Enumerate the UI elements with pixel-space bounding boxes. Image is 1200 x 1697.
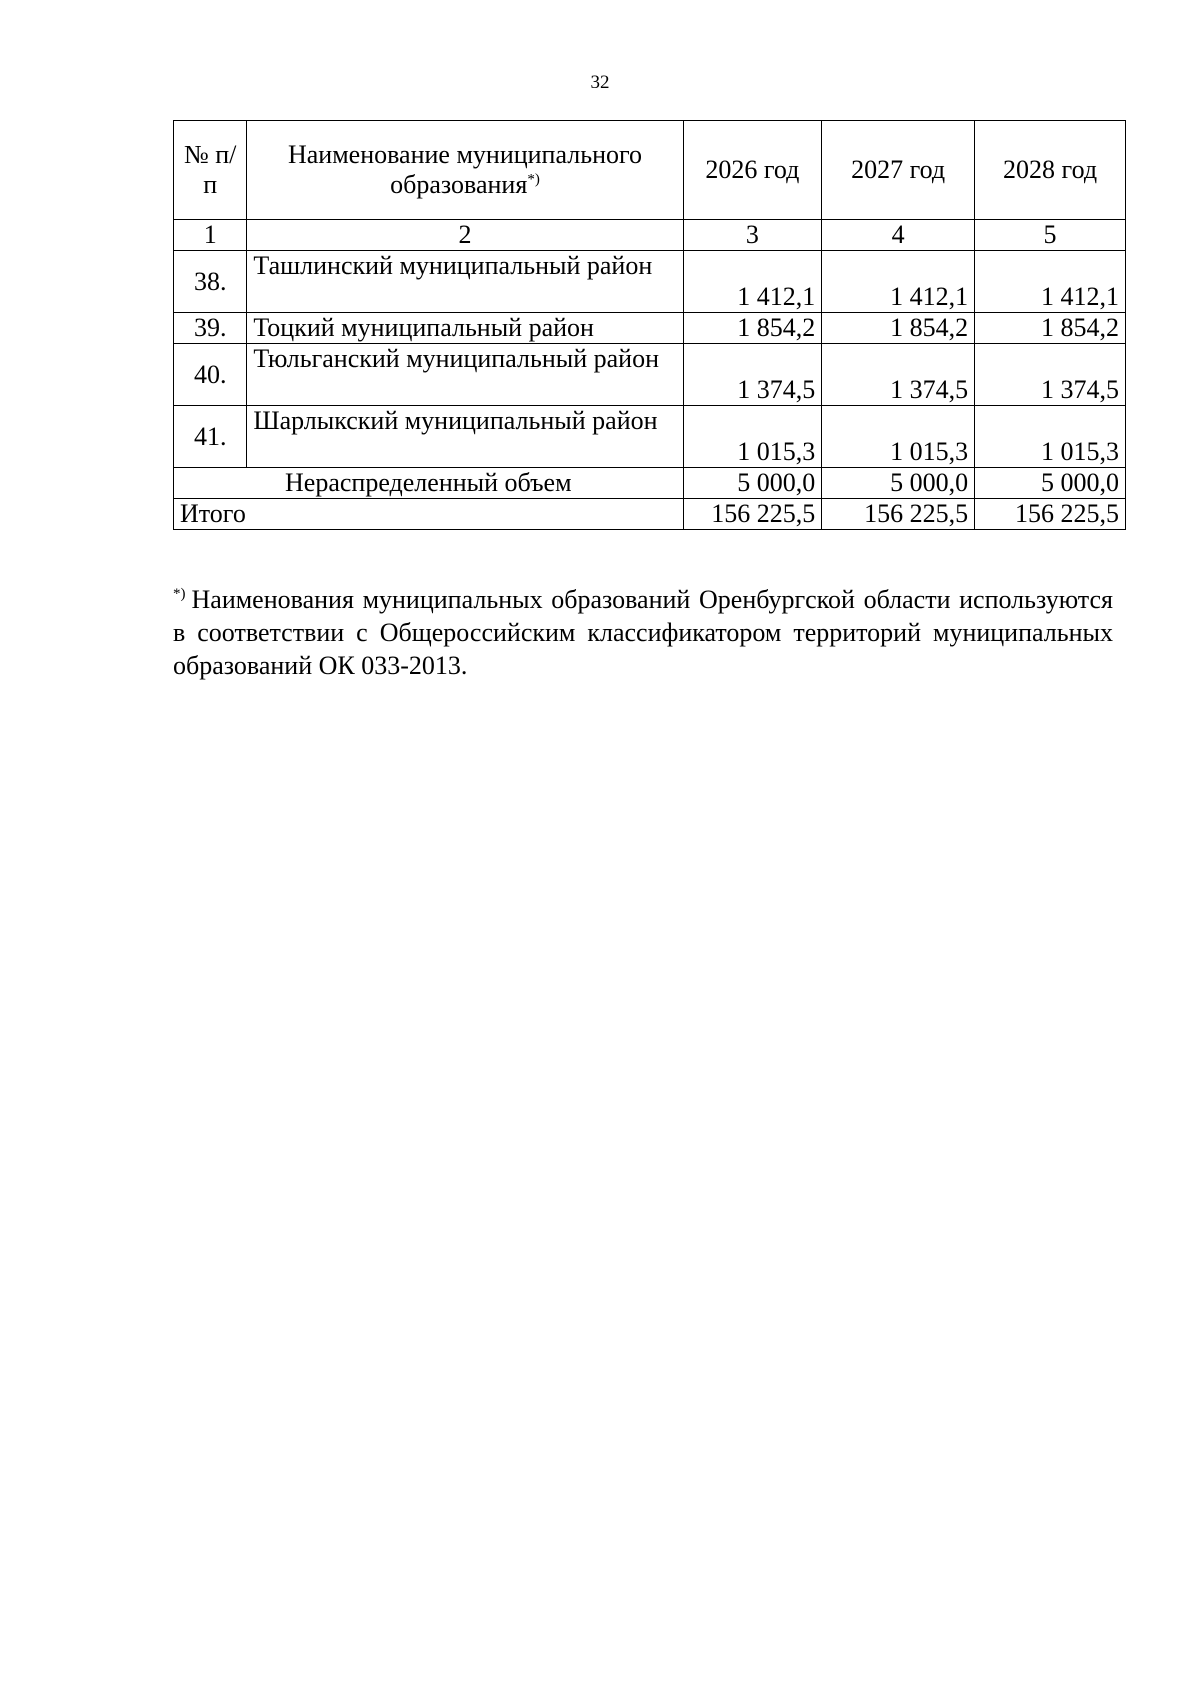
row-name: Тоцкий муниципальный район — [247, 313, 683, 344]
row-num: 38. — [174, 251, 247, 313]
row-value-2026: 1 015,3 — [683, 406, 822, 468]
total-2028: 156 225,5 — [975, 499, 1126, 530]
column-numbers-row — [174, 220, 1126, 251]
row-name: Шарлыкский муниципальный район — [247, 406, 683, 468]
row-value-2028: 1 015,3 — [975, 406, 1126, 468]
unallocated-label: Нераспределенный объем — [174, 468, 684, 499]
header-num: № п/п — [174, 121, 247, 220]
budget-table — [173, 120, 1126, 530]
total-row — [174, 499, 1126, 530]
row-value-2027: 1 015,3 — [822, 406, 975, 468]
column-number: 5 — [975, 220, 1126, 251]
header-2027: 2027 год — [822, 121, 975, 220]
row-value-2028: 1 412,1 — [975, 251, 1126, 313]
total-label: Итого — [174, 499, 684, 530]
column-number: 4 — [822, 220, 975, 251]
row-num: 41. — [174, 406, 247, 468]
row-value-2026: 1 374,5 — [683, 344, 822, 406]
unallocated-2027: 5 000,0 — [822, 468, 975, 499]
row-value-2027: 1 412,1 — [822, 251, 975, 313]
row-num: 40. — [174, 344, 247, 406]
row-value-2026: 1 854,2 — [683, 313, 822, 344]
header-name-footnote-mark: *) — [527, 171, 540, 188]
total-2027: 156 225,5 — [822, 499, 975, 530]
footnote-mark: *) — [173, 586, 186, 603]
header-2028: 2028 год — [975, 121, 1126, 220]
row-value-2027: 1 854,2 — [822, 313, 975, 344]
table-row — [174, 344, 1126, 406]
column-number: 1 — [174, 220, 247, 251]
row-num: 39. — [174, 313, 247, 344]
table-row — [174, 251, 1126, 313]
page-number: 32 — [590, 72, 610, 93]
header-name: Наименование муниципального образования*) — [247, 121, 683, 220]
column-number: 3 — [683, 220, 822, 251]
header-2026: 2026 год — [683, 121, 822, 220]
table-row — [174, 406, 1126, 468]
unallocated-row — [174, 468, 1126, 499]
total-2026: 156 225,5 — [683, 499, 822, 530]
unallocated-2028: 5 000,0 — [975, 468, 1126, 499]
row-value-2028: 1 854,2 — [975, 313, 1126, 344]
row-value-2028: 1 374,5 — [975, 344, 1126, 406]
footnote — [173, 583, 1113, 682]
table-row — [174, 313, 1126, 344]
row-value-2027: 1 374,5 — [822, 344, 975, 406]
footnote-text: Наименования муниципальных образований Оренбургской области используются в соответствии с Общероссийским классификатором территорий муниципальных образований ОК 033-2013. — [173, 585, 1113, 680]
unallocated-2026: 5 000,0 — [683, 468, 822, 499]
row-name: Ташлинский муниципальный район — [247, 251, 683, 313]
row-value-2026: 1 412,1 — [683, 251, 822, 313]
column-number: 2 — [247, 220, 683, 251]
table-header-row — [174, 121, 1126, 220]
row-name: Тюльганский муниципальный район — [247, 344, 683, 406]
